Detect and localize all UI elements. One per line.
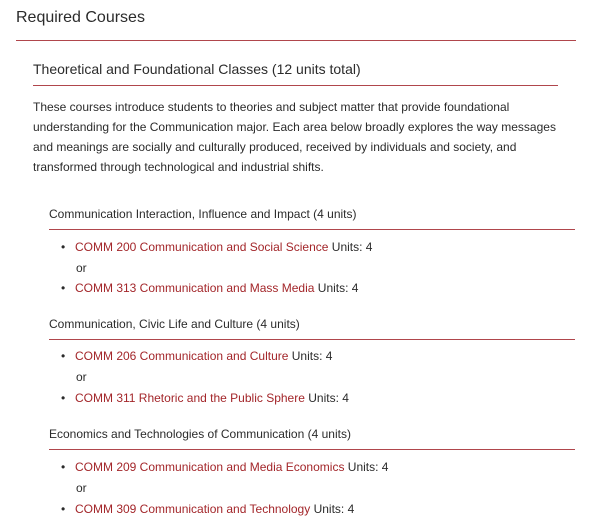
or-separator: or: [76, 481, 87, 495]
course-item: [61, 281, 358, 295]
page-title: Required Courses: [16, 9, 145, 26]
area-divider: [49, 449, 575, 450]
course-units: Units: 4: [347, 460, 389, 474]
bullet-icon: •: [61, 391, 66, 405]
area-divider: [49, 339, 575, 340]
course-item: [61, 391, 349, 405]
section-title: Theoretical and Foundational Classes (12 units total): [33, 61, 361, 77]
course-item: [61, 349, 332, 363]
area-title: Economics and Technologies of Communication (4 units): [49, 427, 351, 441]
area-title: Communication, Civic Life and Culture (4 units): [49, 317, 300, 331]
bullet-icon: •: [61, 281, 66, 295]
course-link[interactable]: COMM 209 Communication and Media Economics: [75, 460, 345, 474]
course-units: Units: 4: [313, 502, 355, 516]
section-title-divider: [33, 85, 558, 86]
area-title: Communication Interaction, Influence and Impact (4 units): [49, 207, 357, 221]
or-separator: or: [76, 370, 87, 384]
course-units: Units: 4: [331, 240, 373, 254]
or-separator: or: [76, 261, 87, 275]
course-units: Units: 4: [308, 391, 349, 405]
course-units: Units: 4: [317, 281, 359, 295]
section-description: These courses introduce students to theories and subject matter that provide foundational understanding for the Communication major. Each area below broadly explores the way messages and meanings are socially and culturally produced, received by individuals and society, and transformed through technological and industrial shifts.: [33, 100, 556, 174]
course-item: [61, 460, 388, 474]
course-units: Units: 4: [291, 349, 333, 363]
course-link[interactable]: COMM 311 Rhetoric and the Public Sphere: [75, 391, 305, 405]
course-item: [61, 502, 354, 516]
course-link[interactable]: COMM 206 Communication and Culture: [75, 349, 289, 363]
bullet-icon: •: [61, 460, 66, 474]
bullet-icon: •: [61, 240, 66, 254]
course-item: [61, 240, 372, 254]
area-divider: [49, 229, 575, 230]
course-link[interactable]: COMM 200 Communication and Social Science: [75, 240, 329, 254]
bullet-icon: •: [61, 502, 66, 516]
bullet-icon: •: [61, 349, 66, 363]
course-link[interactable]: COMM 313 Communication and Mass Media: [75, 281, 315, 295]
course-link[interactable]: COMM 309 Communication and Technology: [75, 502, 311, 516]
page-title-divider: [16, 40, 576, 41]
